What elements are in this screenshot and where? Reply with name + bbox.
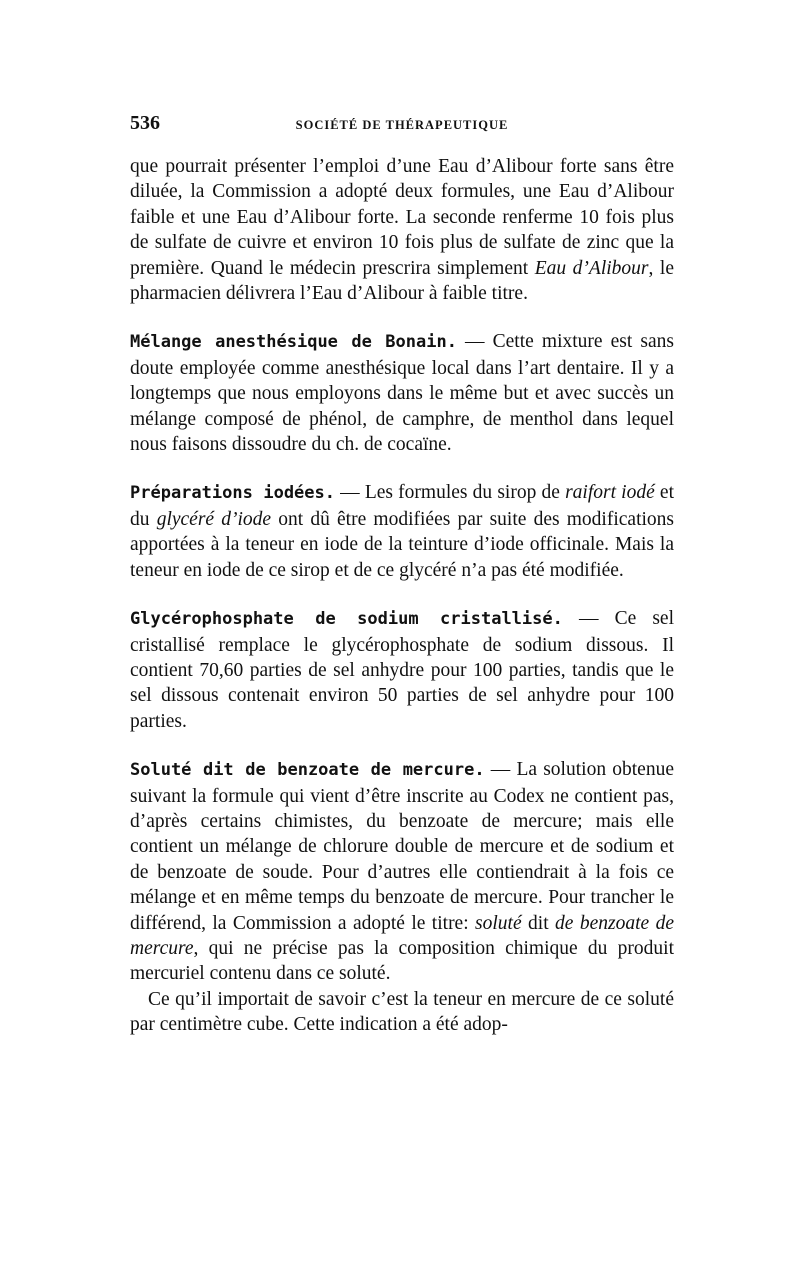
running-title: SOCIÉTÉ DE THÉRAPEUTIQUE [295,118,509,132]
page-header [130,112,674,142]
paragraph-text: — La solution obtenue suivant la formule qui vient d’être inscrite au Codex ne contient pas, d’après certains chimistes, du benzoate de mercure; mais elle contient un mélange de chlorure double de mercure et de sodium et de benzoate de soude. Pour d’autres elle contiendrait à la fois ce mélange et en même temps du benzoate de mercure. Pour trancher le différend, la Commission a adopté le titre: [130,759,674,934]
italic-term: de benzoate de mercure [130,912,674,959]
section-glycerophosphate [130,606,674,734]
paragraph-teneur-mercure [130,987,674,1038]
paragraph-text: — Cette mixture est sans doute employée comme anesthésique local dans l’art dentaire. Il y a longtemps que nous employons dans le même but et avec succès un mélange composé de phénol, de camphre, de menthol dans lequel nous faisons dissoudre du ch. de cocaïne. [130,331,674,456]
paragraph-eau-alibour [130,154,674,306]
paragraph-text: et du [130,482,674,530]
section-solute-benzoate [130,757,674,987]
italic-term: raifort iodé [565,482,655,504]
italic-term: soluté [475,912,522,934]
paragraph-text: , le pharmacien délivrera l’Eau d’Alibour à faible titre. [130,257,675,305]
paragraph-text: — Ce sel cristallisé remplace le glycérophosphate de sodium dissous. Il contient 70,60 parties de sel anhydre pour 100 parties, tandis que le sel dissous contenait environ 50 parties de sel anhydre pour 100 parties. [130,608,674,732]
section-heading: Préparations iodées. [130,483,335,504]
italic-term: glycéré d’iode [156,508,272,530]
paragraph-text: — Les formules du sirop de [335,482,566,504]
paragraph-text: ont dû être modifiées par suite des modifications apportées à la teneur en iode de la teinture d’iode officinale. Mais la teneur en iode de ce sirop et de ce glycéré n’a pas été modifiée. [130,508,674,581]
paragraph-text: dit [521,912,556,934]
document-page [130,112,674,1038]
section-heading: Soluté dit de benzoate de mercure. [130,760,485,781]
paragraph-text: que pourrait présenter l’emploi d’une Eau d’Alibour forte sans être diluée, la Commission a adopté deux formules, une Eau d’Alibour faible et une Eau d’Alibour forte. La seconde renferme 10 fois plus de sulfate de cuivre et environ 10 fois plus de sulfate de zinc que la première. Quand le médecin prescrira simplement [130,156,674,279]
section-heading: Glycérophosphate de sodium cristallisé. [130,609,563,630]
page-number: 536 [130,112,160,134]
section-heading: Mélange anesthésique de Bonain. [130,332,457,353]
section-melange-anesthesique [130,329,674,457]
paragraph-text: Ce qu’il importait de savoir c’est la teneur en mercure de ce soluté par centimètre cube. Cette indication a été adop- [130,988,674,1036]
paragraph-text: , qui ne précise pas la composition chimique du produit mercuriel contenu dans ce soluté. [130,937,674,985]
italic-term: Eau d’Alibour [534,257,649,279]
section-preparations-iodees [130,480,674,583]
